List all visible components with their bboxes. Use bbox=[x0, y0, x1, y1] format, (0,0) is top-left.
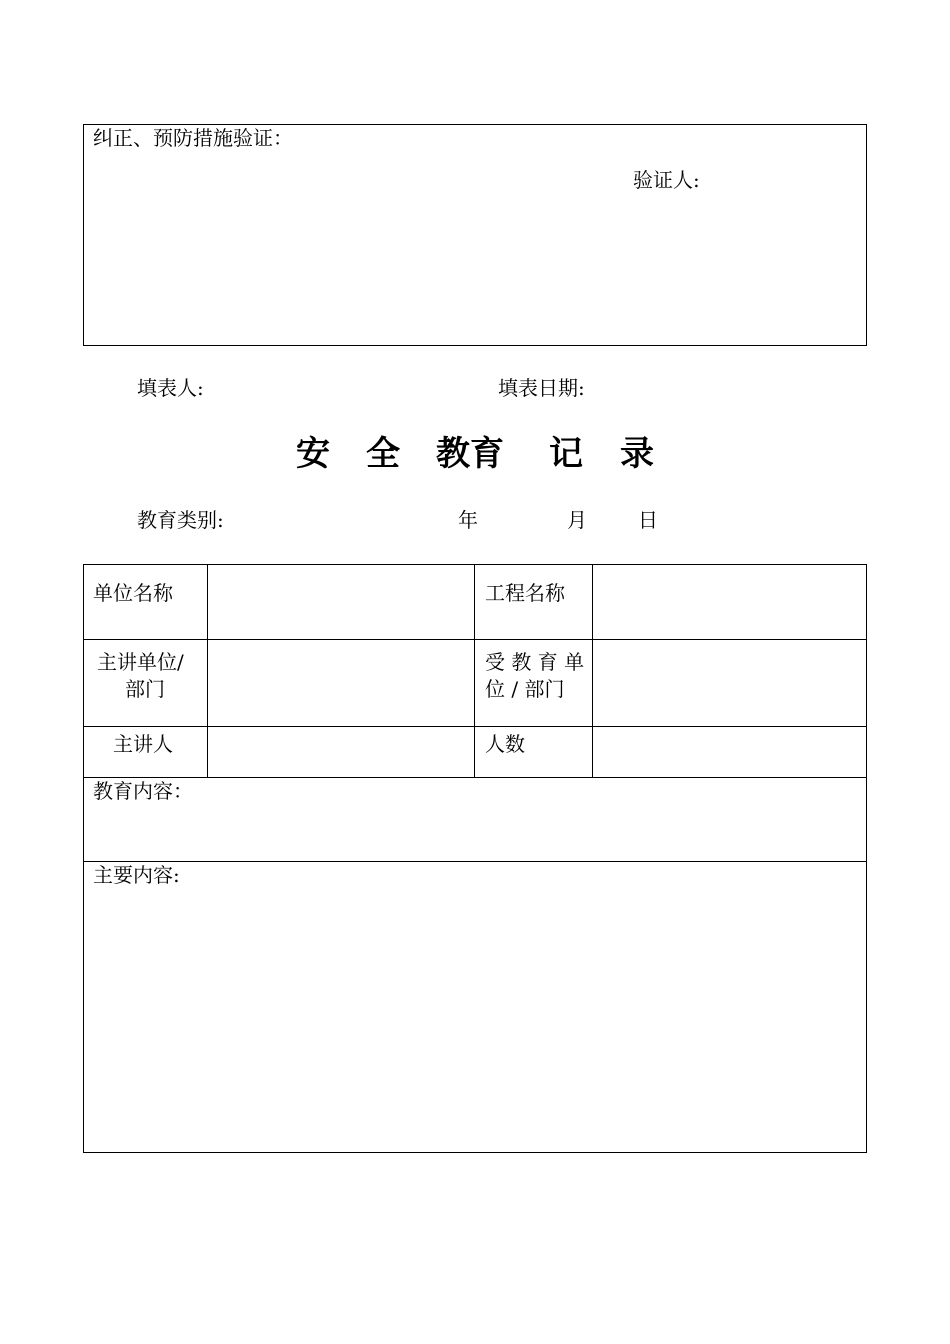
day-label: 日 bbox=[638, 508, 658, 532]
trainee-unit-field[interactable] bbox=[593, 640, 866, 726]
filler-label: 填表人: bbox=[137, 376, 204, 400]
title-char: 记 bbox=[549, 434, 583, 474]
headcount-field[interactable] bbox=[593, 727, 866, 777]
verification-box bbox=[83, 124, 867, 346]
verifier-label: 验证人: bbox=[633, 168, 700, 192]
verification-label: 纠正、预防措施验证： bbox=[93, 126, 293, 150]
lecturer-field[interactable] bbox=[208, 727, 474, 777]
education-content-field[interactable] bbox=[84, 804, 866, 861]
unit-name-field[interactable] bbox=[208, 565, 474, 639]
project-name-label: 工程名称 bbox=[485, 581, 565, 605]
lecturer-unit-label-line1: 主讲单位/ bbox=[97, 650, 184, 674]
headcount-label: 人数 bbox=[485, 732, 525, 756]
lecturer-label: 主讲人 bbox=[113, 732, 173, 756]
lecturer-unit-field[interactable] bbox=[208, 640, 474, 726]
main-content-field[interactable] bbox=[84, 890, 866, 1152]
table-col-divider bbox=[474, 564, 475, 777]
month-label: 月 bbox=[567, 508, 587, 532]
main-content-label: 主要内容: bbox=[93, 863, 180, 887]
title-char: 全 bbox=[366, 434, 400, 474]
table-row-divider bbox=[83, 861, 867, 862]
trainee-unit-label-line2: 位 / 部门 bbox=[485, 677, 565, 701]
lecturer-unit-label-line2: 部门 bbox=[125, 677, 165, 701]
category-label: 教育类别: bbox=[137, 508, 224, 532]
table-row-divider bbox=[83, 777, 867, 778]
trainee-unit-label-line1: 受 教 育 单 bbox=[485, 650, 585, 674]
project-name-field[interactable] bbox=[593, 565, 866, 639]
education-content-label: 教育内容： bbox=[93, 779, 193, 803]
unit-name-label: 单位名称 bbox=[93, 581, 173, 605]
title-char: 安 bbox=[296, 434, 330, 474]
fill-date-label: 填表日期: bbox=[498, 376, 585, 400]
year-label: 年 bbox=[458, 508, 478, 532]
title-char: 录 bbox=[620, 434, 654, 474]
title-char: 教育 bbox=[436, 434, 504, 474]
